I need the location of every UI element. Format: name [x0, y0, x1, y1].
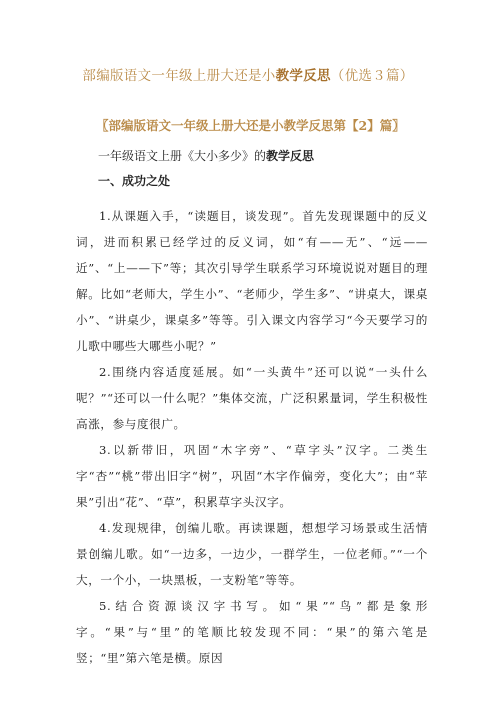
title-suffix: （优选３篇） [330, 68, 414, 84]
title-highlight: 教学反思 [275, 68, 331, 84]
essay-subtitle [98, 147, 314, 164]
subtitle-prefix: 一年级语文上册《大小多少》的 [98, 149, 267, 163]
part-heading: 一、成功之处 [98, 174, 171, 188]
document-title [0, 64, 496, 84]
section-heading: 〖部编版语文一年级上册大还是小教学反思第【2】篇〗 [96, 118, 405, 133]
title-prefix: 部编版语文一年级上册大还是小 [82, 68, 276, 84]
subtitle-highlight: 教学反思 [266, 149, 315, 163]
paragraph: 3.以新带旧，巩固“木字旁”、“草字头”汉字。二类生字“杏”“桃”带出旧字“树”，巩固“木字作偏旁，变化大”；由“苹果”引出“花”、“草”，积累草字头汉字。 [76, 442, 428, 509]
paragraph: 4.发现规律，创编儿歌。再读课题，想想学习场景或生活情景创编儿歌。如“一边多，一边少，一群学生，一位老师。”“一个大，一个小，一块黑板，一支粉笔”等等。 [76, 520, 428, 587]
paragraph: 2.围绕内容适度延展。如“一头黄牛”还可以说“一头什么呢？”“还可以一什么呢？”集体交流，广泛积累量词，学生积极性高涨，参与度很广。 [76, 364, 428, 431]
paragraph: 5.结合资源谈汉字书写。如“果”“鸟”都是象形字。“果”与“里”的笔顺比较发现不同：“果”的第六笔是竖；“里”第六笔是横。原因 [76, 598, 428, 665]
paragraph: 1.从课题入手，“读题目，谈发现”。首先发现课题中的反义词，进而积累已经学过的反义词，如“有——无”、“远——近”、“上——下”等；其次引导学生联系学习环境说说对题目的理解。比如“老师大，学生小”、“老师少，学生多”、“讲桌大，课桌小”、“讲桌少，课桌多”等等。引入课文内容学习“今天要学习的儿歌中哪些大哪些小呢？” [76, 208, 428, 353]
